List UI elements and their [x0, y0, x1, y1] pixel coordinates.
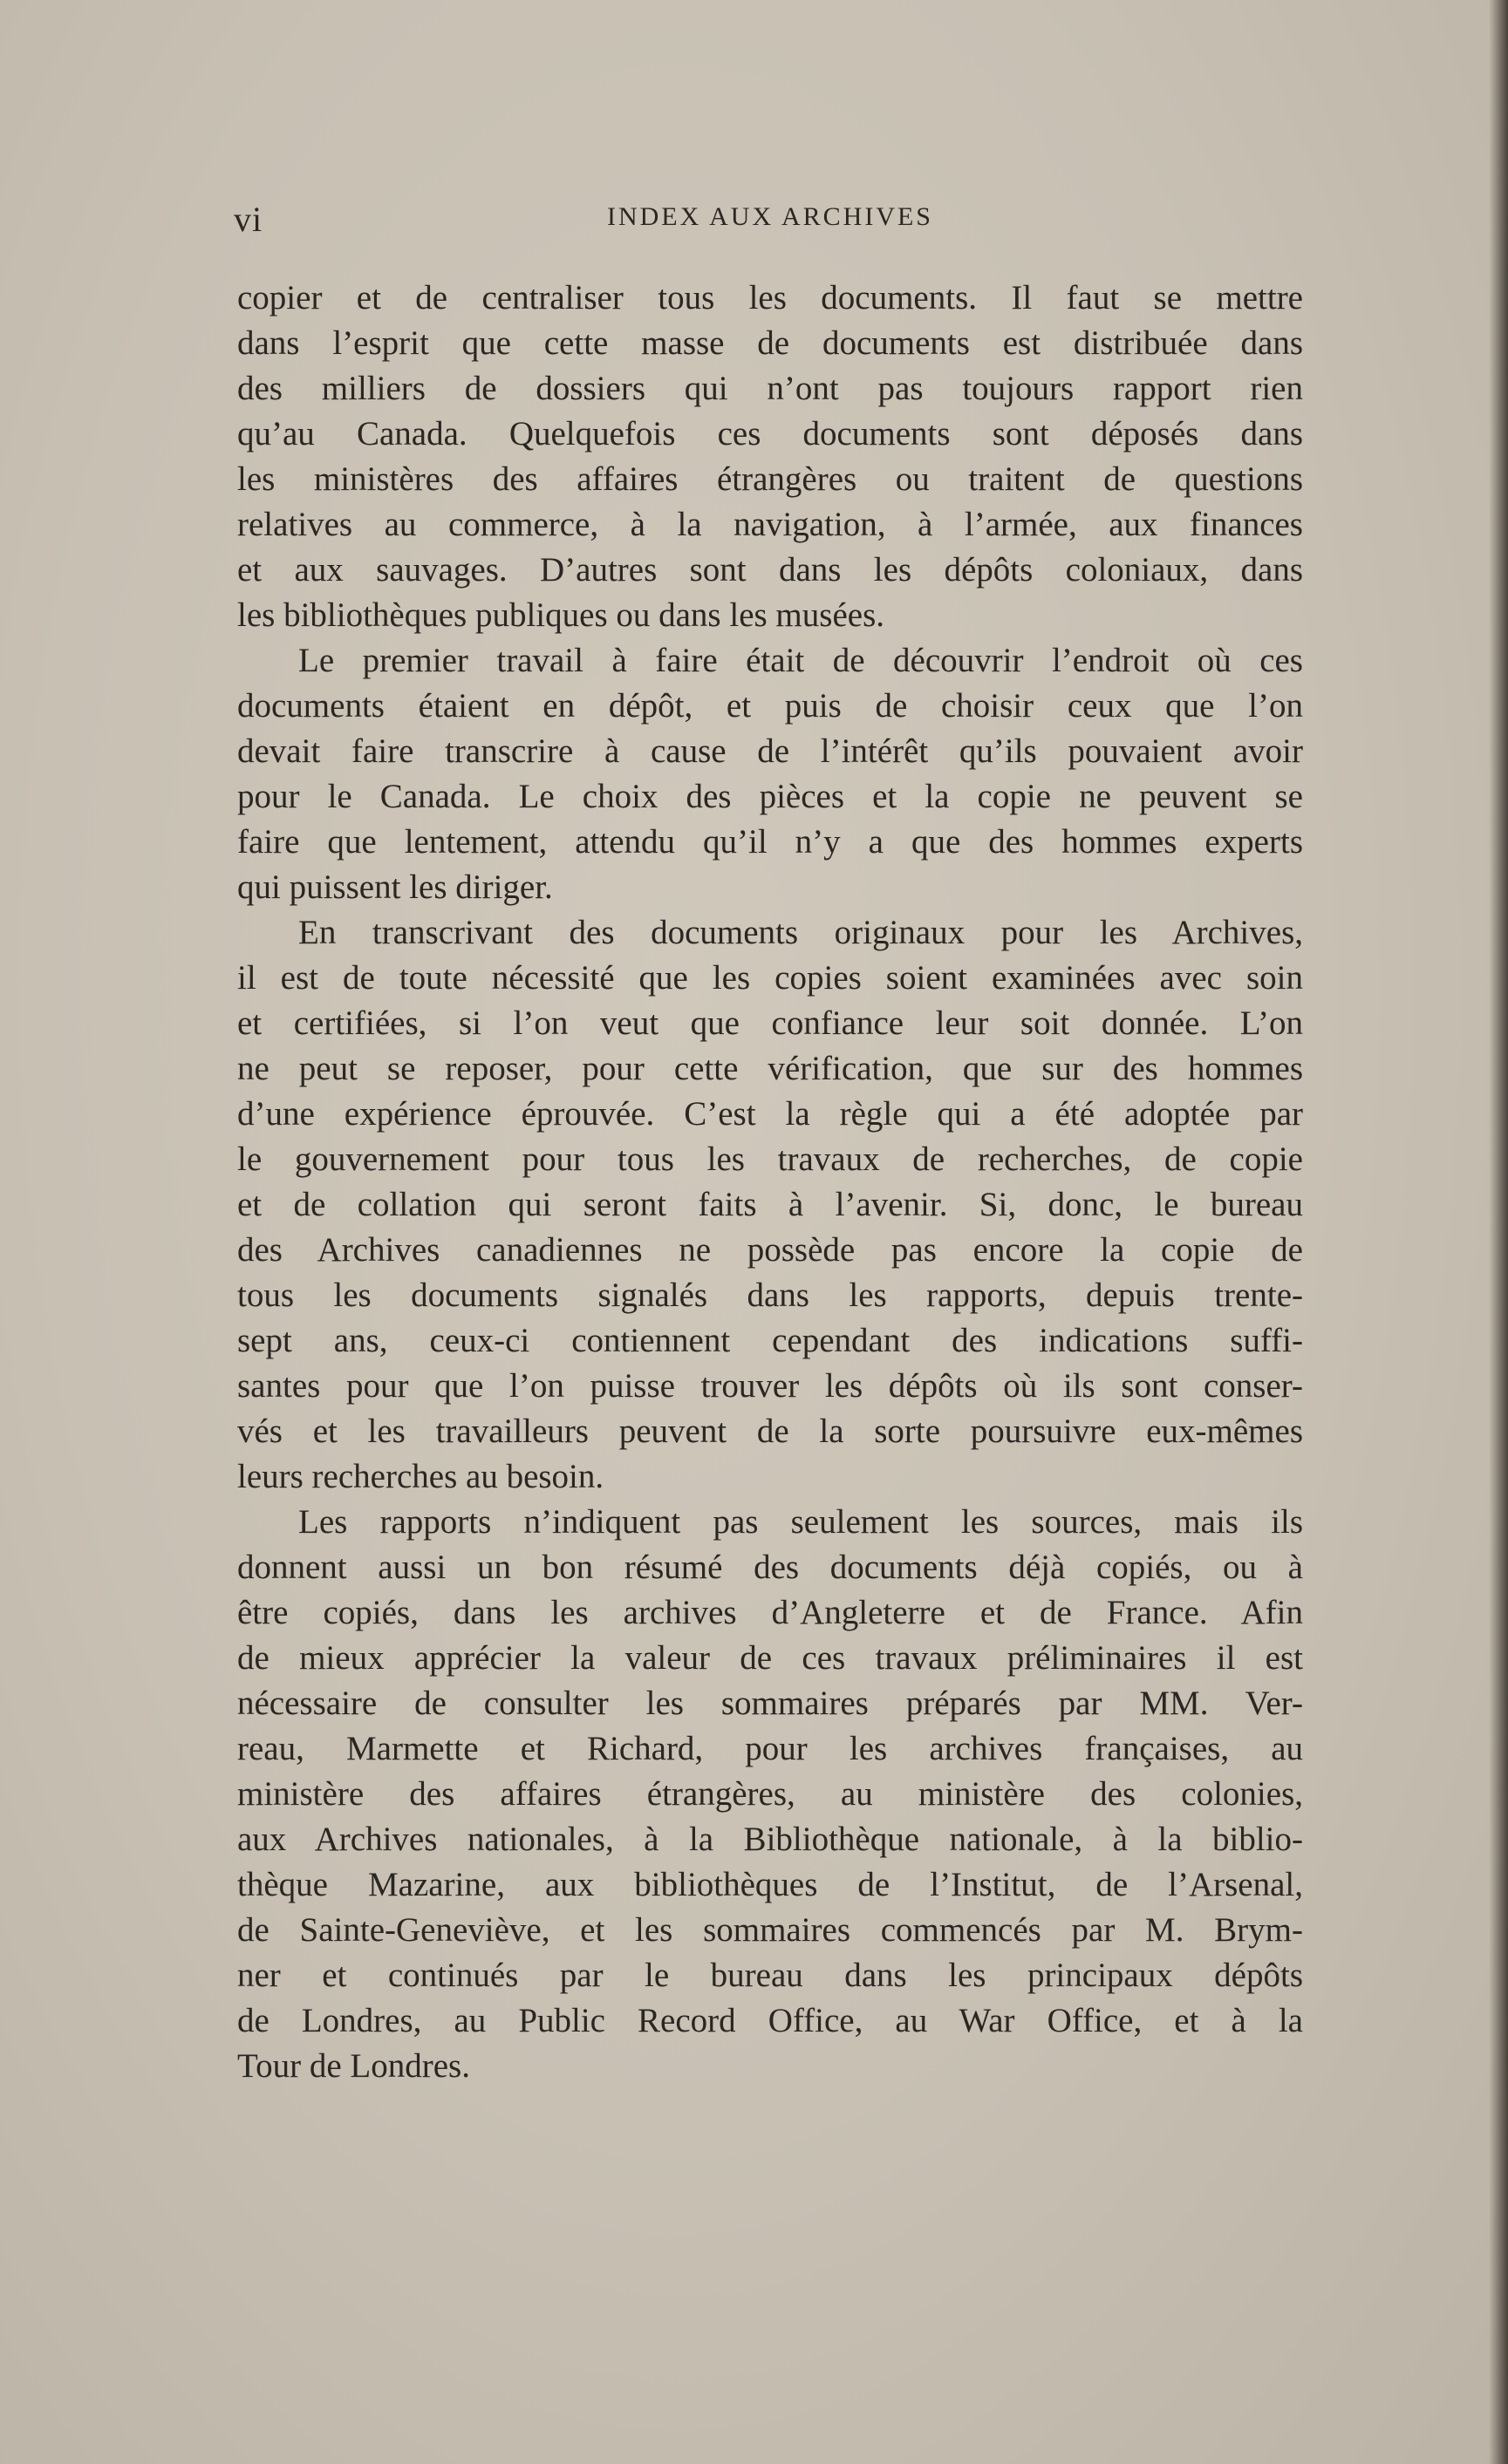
paragraph-end-line: qui puissent les diriger. — [237, 868, 553, 906]
text-line: thèque Mazarine, aux bibliothèques de l’Institut, de l’Arsenal, — [237, 1866, 1303, 1903]
text-line: le gouvernement pour tous les travaux de recherches, de copie — [237, 1140, 1303, 1178]
page-number: vi — [234, 200, 263, 239]
text-line: santes pour que l’on puisse trouver les dépôts où ils sont conser- — [237, 1367, 1303, 1405]
text-line: documents étaient en dépôt, et puis de choisir ceux que l’on — [237, 687, 1303, 725]
text-line: sept ans, ceux-ci contiennent cependant des indications suffi- — [237, 1322, 1303, 1359]
text-line: et certifiées, si l’on veut que confiance leur soit donnée. L’on — [237, 1004, 1303, 1042]
text-line: ministère des affaires étrangères, au ministère des colonies, — [237, 1775, 1303, 1813]
text-line: des Archives canadiennes ne possède pas encore la copie de — [237, 1231, 1303, 1269]
text-line: et de collation qui seront faits à l’avenir. Si, donc, le bureau — [237, 1186, 1303, 1223]
text-line: d’une expérience éprouvée. C’est la règle qui a été adoptée par — [237, 1095, 1303, 1133]
text-line: reau, Marmette et Richard, pour les archives françaises, au — [237, 1730, 1303, 1767]
paragraph-end-line: leurs recherches au besoin. — [237, 1458, 604, 1495]
text-line: ne peut se reposer, pour cette vérification, que sur des hommes — [237, 1050, 1303, 1087]
text-line: faire que lentement, attendu qu’il n’y a que des hommes experts — [237, 823, 1303, 861]
paragraph-start-line: En transcrivant des documents originaux pour les Archives, — [298, 914, 1303, 951]
text-line: être copiés, dans les archives d’Angleterre et de France. Afin — [237, 1594, 1303, 1631]
text-line: et aux sauvages. D’autres sont dans les dépôts coloniaux, dans — [237, 551, 1303, 589]
text-line: de mieux apprécier la valeur de ces travaux préliminaires il est — [237, 1639, 1303, 1677]
text-line: copier et de centraliser tous les documents. Il faut se mettre — [237, 279, 1303, 317]
text-line: relatives au commerce, à la navigation, à l’armée, aux finances — [237, 506, 1303, 543]
text-line: pour le Canada. Le choix des pièces et la copie ne peuvent se — [237, 778, 1303, 815]
text-line: devait faire transcrire à cause de l’intérêt qu’ils pouvaient avoir — [237, 732, 1303, 770]
running-header — [234, 199, 1307, 244]
text-line: vés et les travailleurs peuvent de la sorte poursuivre eux-mêmes — [237, 1412, 1303, 1450]
text-line: les ministères des affaires étrangères ou traitent de questions — [237, 460, 1303, 498]
text-line: tous les documents signalés dans les rapports, depuis trente- — [237, 1276, 1303, 1314]
text-line: dans l’esprit que cette masse de documents est distribuée dans — [237, 324, 1303, 362]
text-line: aux Archives nationales, à la Bibliothèque nationale, à la biblio- — [237, 1821, 1303, 1858]
text-line: il est de toute nécessité que les copies soient examinées avec soin — [237, 959, 1303, 997]
text-line: qu’au Canada. Quelquefois ces documents sont déposés dans — [237, 415, 1303, 453]
text-line: donnent aussi un bon résumé des documents déjà copiés, ou à — [237, 1549, 1303, 1586]
paragraph-end-line: Tour de Londres. — [237, 2047, 470, 2085]
page-edge-shadow — [1489, 0, 1508, 2464]
text-line: de Sainte-Geneviève, et les sommaires commencés par M. Brym- — [237, 1911, 1303, 1949]
text-line: nécessaire de consulter les sommaires préparés par MM. Ver- — [237, 1685, 1303, 1722]
header-title: INDEX AUX ARCHIVES — [606, 202, 933, 231]
paragraph-start-line: Le premier travail à faire était de découvrir l’endroit où ces — [298, 642, 1303, 679]
text-line: des milliers de dossiers qui n’ont pas toujours rapport rien — [237, 370, 1303, 407]
text-line: ner et continués par le bureau dans les principaux dépôts — [237, 1957, 1303, 1994]
paragraph-start-line: Les rapports n’indiquent pas seulement les sources, mais ils — [298, 1503, 1303, 1541]
text-line: de Londres, au Public Record Office, au War Office, et à la — [237, 2002, 1303, 2039]
paragraph-end-line: les bibliothèques publiques ou dans les musées. — [237, 596, 884, 634]
body-text — [237, 276, 1303, 2089]
